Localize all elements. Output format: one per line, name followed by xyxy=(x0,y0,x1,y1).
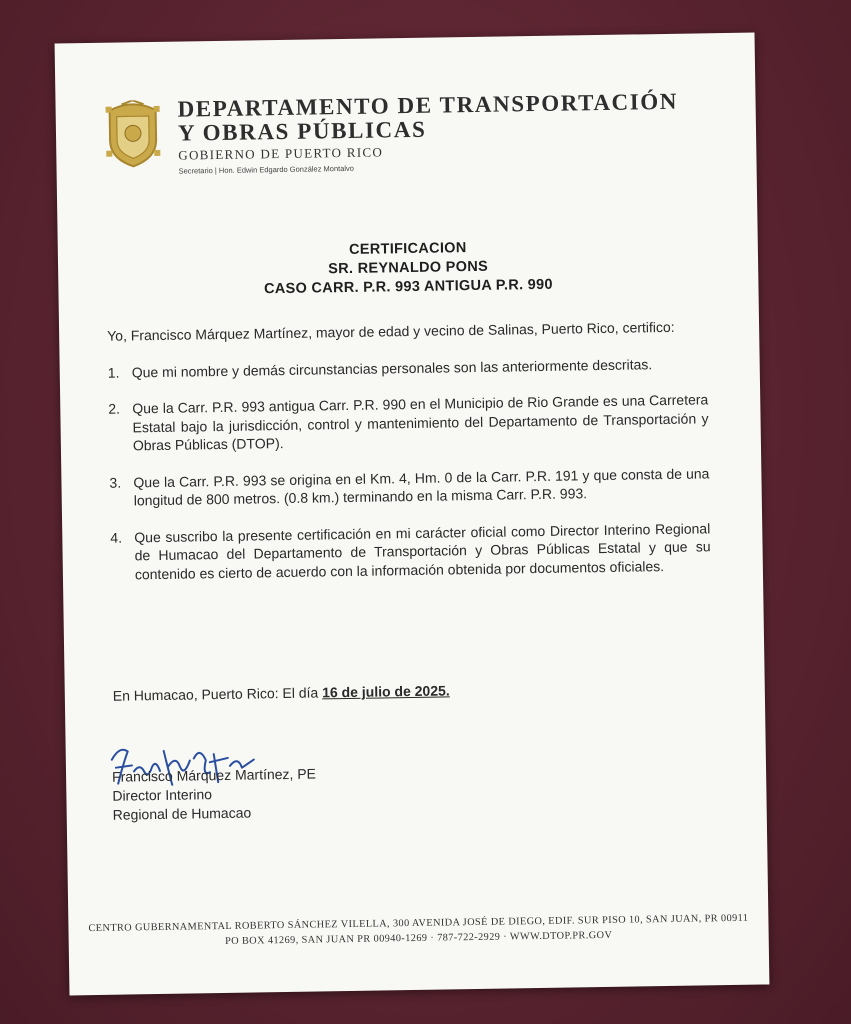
footer-address: CENTRO GUBERNAMENTAL ROBERTO SÁNCHEZ VILELLA, 300 AVENIDA JOSÉ DE DIEGO, EDIF. SUR PISO 10, SAN JUAN, PR 00911 xyxy=(88,912,749,935)
document-case: CASO CARR. P.R. 993 ANTIGUA P.R. 990 xyxy=(263,276,553,298)
certification-list xyxy=(108,354,711,584)
list-item-text: Que la Carr. P.R. 993 se origina en el Km. 4, Hm. 0 de la Carr. P.R. 191 y que consta de una longitud de 800 metros. (0.8 km.) terminando en la misma Carr. P.R. 993. xyxy=(133,464,710,509)
list-item xyxy=(108,354,708,382)
document-title: CERTIFICACION xyxy=(348,240,467,258)
list-item-text: Que mi nombre y demás circunstancias personales son las anteriormente descritas. xyxy=(131,355,653,380)
place-text: En Humacao, Puerto Rico: El día xyxy=(112,684,323,704)
document-subject-name: SR. REYNALDO PONS xyxy=(328,258,489,278)
letter-body xyxy=(107,317,711,601)
signer-title-line2: Regional de Humacao xyxy=(112,804,252,823)
letterhead xyxy=(101,89,722,195)
list-item xyxy=(110,519,711,584)
secretary-line: Secretario | Hon. Edwin Edgardo González Montalvo xyxy=(178,163,355,176)
list-item-number: 2. xyxy=(108,400,121,417)
list-item-text: Que la Carr. P.R. 993 antigua Carr. P.R. 990 en el Municipio de Rio Grande es una Carretera Estatal bajo la jurisdicción, control y mantenimiento del Departamento de Transportación y Obras Públicas (DTOP). xyxy=(132,391,709,454)
list-item-number: 4. xyxy=(110,529,123,546)
list-item-number: 3. xyxy=(109,474,122,491)
place-and-date xyxy=(113,682,450,703)
footer-contact: PO BOX 41269, SAN JUAN PR 00940-1269 · 787-722-2929 · WWW.DTOP.PR.GOV xyxy=(224,929,613,947)
intro-paragraph: Yo, Francisco Márquez Martínez, mayor de edad y vecino de Salinas, Puerto Rico, certifico: xyxy=(107,318,675,344)
list-item-text: Que suscribo la presente certificación en mi carácter oficial como Director Interino Regional de Humacao del Departamento de Transportación y Obras Públicas Estatal y que su contenido es cierto de acuerdo con la información obtenida por documentos oficiales. xyxy=(134,519,711,582)
letter-page xyxy=(55,33,770,996)
coat-of-arms-seal-icon xyxy=(101,100,164,169)
signer-name: Francisco Márquez Martínez, PE xyxy=(111,765,317,785)
list-item xyxy=(108,390,709,455)
department-name-line2: Y OBRAS PÚBLICAS xyxy=(177,116,427,146)
list-item xyxy=(109,464,710,510)
date-text: 16 de julio de 2025. xyxy=(321,682,450,701)
signature-block xyxy=(112,765,317,825)
government-name: GOBIERNO DE PUERTO RICO xyxy=(178,144,384,163)
list-item-number: 1. xyxy=(107,364,120,381)
signer-title-line1: Director Interino xyxy=(112,786,213,804)
department-name-line1: DEPARTAMENTO DE TRANSPORTACIÓN xyxy=(177,88,679,122)
